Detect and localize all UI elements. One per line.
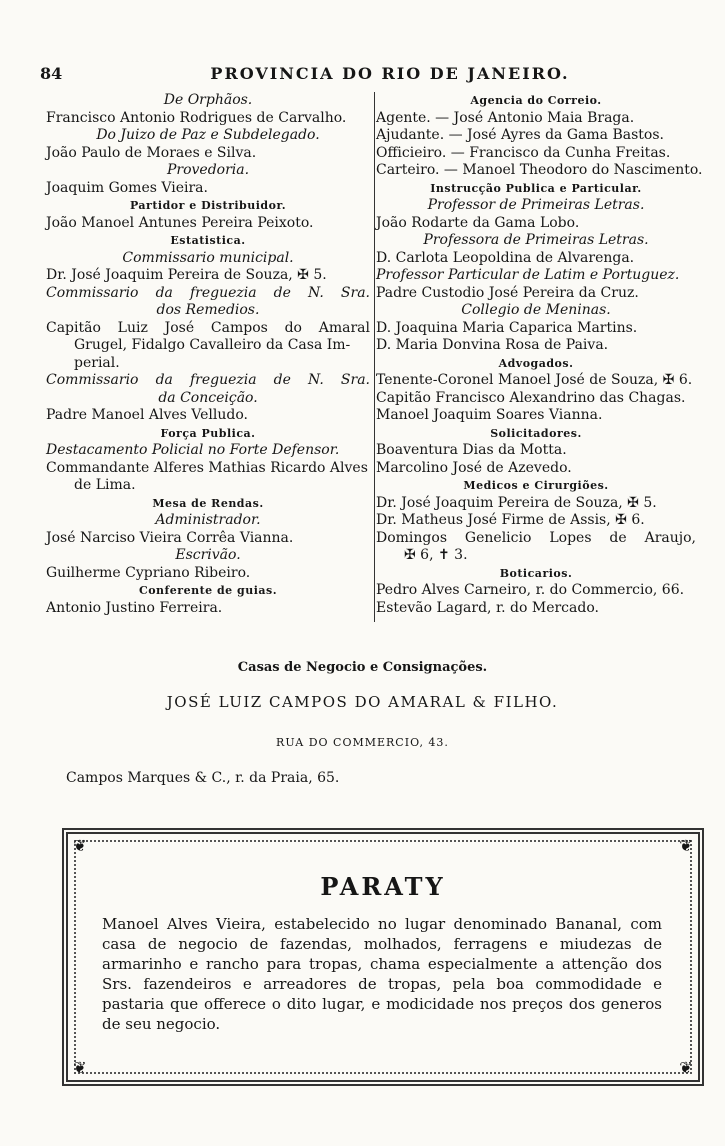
section-heading: Professor de Primeiras Letras. [427, 197, 645, 213]
directory-entry: Dr. José Joaquim Pereira de Souza, ✠ 5. [46, 267, 327, 283]
directory-entry: Carteiro. — Manoel Theodoro do Nascimento. [376, 162, 703, 178]
directory-entry: José Narciso Vieira Corrêa Vianna. [46, 529, 294, 546]
section-heading: Partidor e Distribuidor. [129, 199, 287, 212]
left-column [46, 92, 370, 617]
directory-entry: Domingos Genelicio Lopes de Araujo, [376, 529, 696, 546]
page-header [40, 64, 690, 86]
section-heading: Provedoria. [166, 162, 250, 178]
directory-entry: Capitão Francisco Alexandrino das Chagas. [376, 389, 686, 406]
directory-entry: Guilherme Cypriano Ribeiro. [46, 564, 251, 581]
directory-entry: de Lima. [74, 477, 136, 493]
directory-entry: Commissario da freguezia de N. Sra. [46, 284, 370, 301]
directory-entry: Manoel Joaquim Soares Vianna. [376, 407, 603, 423]
page-number: 84 [40, 64, 63, 83]
section-heading: da Conceição. [158, 389, 258, 406]
right-column [376, 92, 703, 617]
directory-entry: Grugel, Fidalgo Cavalleiro da Casa Im- [74, 337, 351, 353]
other-firm: Campos Marques & C., r. da Praia, 65. [66, 770, 340, 786]
directory-entry: ✠ 6, ✝ 3. [404, 547, 468, 563]
directory-entry: Dr. José Joaquim Pereira de Souza, ✠ 5. [376, 494, 657, 511]
directory-entry: Marcolino José de Azevedo. [376, 459, 572, 476]
directory-entry: Pedro Alves Carneiro, r. do Commercio, 66. [376, 582, 685, 598]
ad-body: Manoel Alves Vieira, estabelecido no lugar denominado Bananal, com casa de negocio de fazendas, molhados, ferragens e miudezas de armarinho e rancho para tropas, chama especialmente a attenção dos Srs. fazendeiros e arreadores de tropas, pela boa commodidade e pastaria que offerece o dito lugar, e modicidade nos preços dos generos de seu negocio. [102, 915, 662, 1033]
directory-entry: Professor Particular de Latim e Portuguez. [376, 267, 680, 283]
directory-entry: João Manoel Antunes Pereira Peixoto. [46, 214, 314, 231]
directory-entry: Commissario da freguezia de N. Sra. [46, 372, 370, 388]
directory-entry: D. Maria Donvina Rosa de Paiva. [376, 337, 609, 353]
section-heading: Medicos e Cirurgiões. [463, 479, 609, 492]
directory-entry: Officieiro. — Francisco da Cunha Freitas. [376, 144, 671, 161]
corner-ornament-icon: ❦ [679, 836, 693, 855]
directory-entry: João Rodarte da Gama Lobo. [376, 214, 580, 231]
directory-entry: Boaventura Dias da Motta. [376, 442, 567, 458]
directory-entry: Estevão Lagard, r. do Mercado. [376, 599, 599, 616]
directory-entry: Antonio Justino Ferreira. [46, 599, 223, 616]
section-heading: dos Remedios. [156, 302, 260, 318]
ad-title: PARATY [320, 872, 446, 901]
directory-entry: Capitão Luiz José Campos do Amaral [46, 319, 370, 336]
section-heading: Agencia do Correio. [470, 94, 602, 107]
section-heading: Escrivão. [175, 547, 241, 563]
directory-entry: Ajudante. — José Ayres da Gama Bastos. [376, 127, 664, 143]
running-head: PROVINCIA DO RIO DE JANEIRO. [210, 64, 570, 83]
corner-ornament-icon: ❦ [73, 1058, 87, 1077]
corner-ornament-icon: ❦ [679, 1058, 693, 1077]
section-heading: Advogados. [498, 356, 574, 370]
firm-name: JOSÉ LUIZ CAMPOS DO AMARAL & FILHO. [166, 693, 559, 711]
directory-entry: Destacamento Policial no Forte Defensor. [46, 442, 340, 458]
directory-entry: D. Carlota Leopoldina de Alvarenga. [376, 249, 635, 266]
directory-entry: Commandante Alferes Mathias Ricardo Alves [46, 459, 368, 476]
section-heading: Estatistica. [170, 234, 246, 247]
directory-entry: Tenente-Coronel Manoel José de Souza, ✠ 6. [376, 372, 693, 388]
section-heading: Força Publica. [160, 426, 256, 440]
section-heading: Administrador. [155, 512, 261, 528]
section-heading: Professora de Primeiras Letras. [423, 232, 649, 248]
section-heading: Boticarios. [499, 566, 573, 580]
business-section-title: Casas de Negocio e Consignações. [237, 660, 488, 675]
advertisement-box [62, 828, 704, 1086]
corner-ornament-icon: ❦ [73, 836, 87, 855]
section-heading: Collegio de Meninas. [461, 302, 611, 318]
section-heading: Commissario municipal. [122, 249, 294, 266]
section-heading: Do Juizo de Paz e Subdelegado. [96, 127, 320, 143]
directory-entry: D. Joaquina Maria Caparica Martins. [376, 319, 638, 336]
column-divider [374, 92, 375, 622]
directory-entry: Padre Custodio José Pereira da Cruz. [376, 284, 639, 301]
section-heading: Mesa de Rendas. [152, 496, 264, 510]
directory-entry: Padre Manoel Alves Velludo. [46, 407, 248, 423]
section-heading: Solicitadores. [490, 426, 582, 440]
section-heading: Instrucção Publica e Particular. [430, 181, 642, 195]
directory-entry: Joaquim Gomes Vieira. [46, 179, 208, 196]
section-heading: Conferente de guias. [138, 584, 278, 597]
directory-entry: Dr. Matheus José Firme de Assis, ✠ 6. [376, 512, 645, 528]
section-heading: De Orphãos. [163, 92, 253, 108]
directory-entry: perial. [74, 354, 120, 371]
directory-entry: Agente. — José Antonio Maia Braga. [376, 109, 635, 126]
directory-entry: Francisco Antonio Rodrigues de Carvalho. [46, 109, 347, 126]
firm-address: RUA DO COMMERCIO, 43. [276, 736, 449, 749]
directory-entry: João Paulo de Moraes e Silva. [46, 144, 257, 161]
